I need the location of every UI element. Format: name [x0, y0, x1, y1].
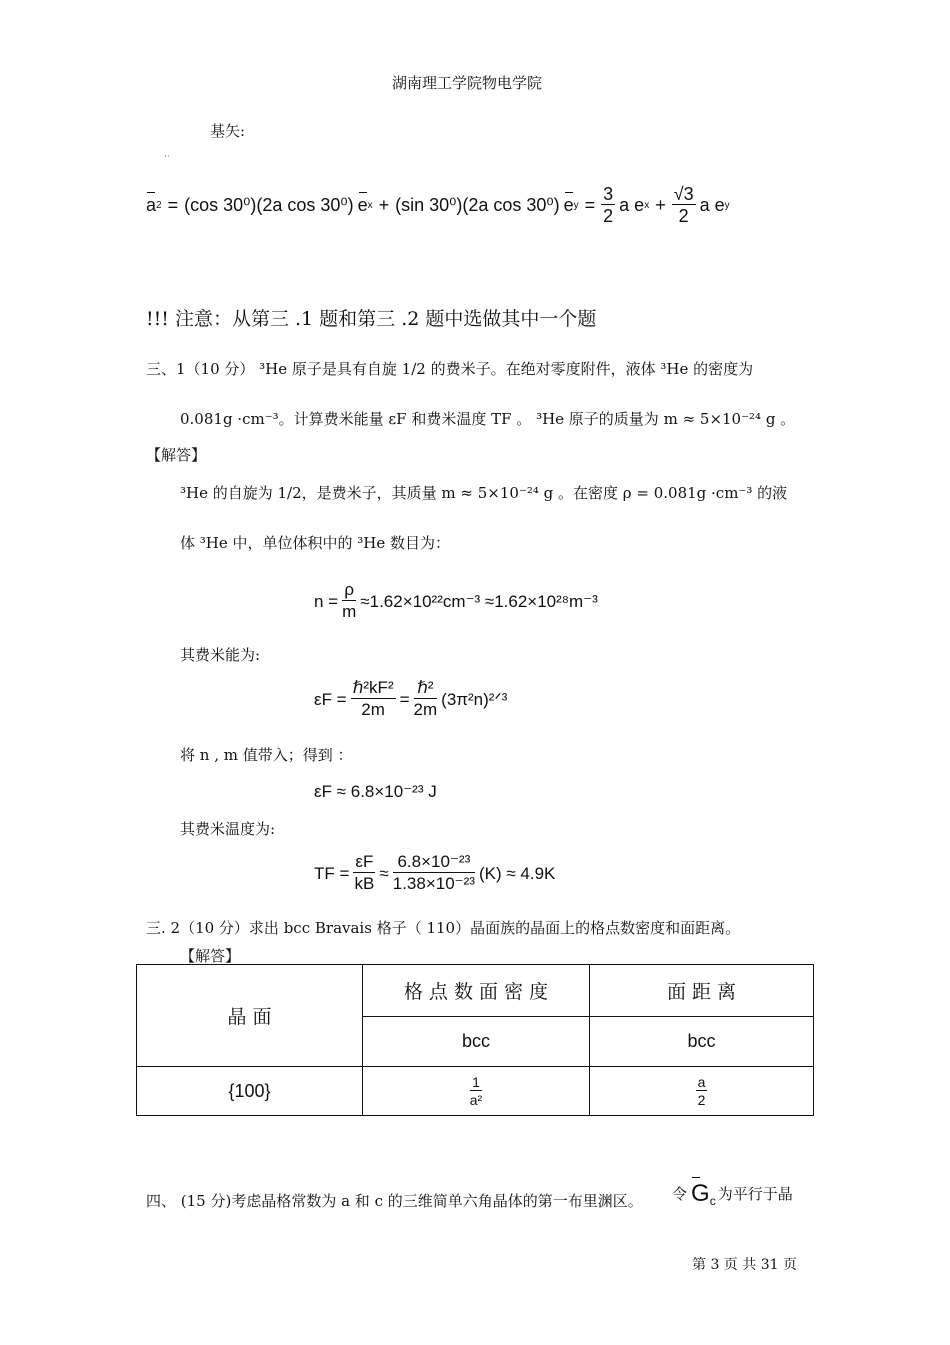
n-formula — [314, 580, 598, 623]
sin-term: (sin 30⁰)(2a cos 30⁰) — [395, 194, 560, 215]
TF-tail: (K) ≈ 4.9K — [478, 863, 556, 883]
plane-100: {100} — [137, 1067, 363, 1116]
q31-answer-label: 【解答】 — [146, 446, 207, 464]
q4-tail-post: 为平行于晶 — [717, 1185, 793, 1203]
n-lhs: n = — [314, 591, 339, 611]
rho-over-m: $\frac{\rho}{m}$ — [342, 580, 357, 621]
equals-sign-2: = — [584, 194, 596, 215]
ey-symbol: e — [563, 194, 574, 215]
coef-fraction-2: $\frac{√3}{2}$ — [673, 183, 694, 226]
eF-lhs: εF = — [314, 689, 347, 709]
fermi-energy-formula — [314, 678, 507, 721]
q31-statement-2: 0.081g ·cm⁻³。计算费米能量 εF 和费米温度 TF 。 ³He 原子的质量为 m ≈ 5×10⁻²⁴ g 。 — [180, 410, 796, 428]
equals-sign: = — [167, 194, 179, 215]
ae-y: a e — [699, 194, 725, 215]
q31-solution-2: 体 ³He 中，单位体积中的 ³He 数目为： — [180, 534, 451, 552]
q31-solution-1: ³He 的自旋为 1/2，是费米子，其质量 m ≈ 5×10⁻²⁴ g 。在密度 ρ = 0.081g ·cm⁻³ 的液 — [180, 484, 788, 502]
eF-fraction-1: $\frac{\text{ℏ²kF²}}{2m}$ — [352, 678, 394, 719]
page-header: 湖南理工学院物电学院 — [392, 74, 543, 92]
eF-tail: (3π²n)²ᐟ³ — [441, 689, 508, 709]
basis-label: 基矢: — [210, 122, 246, 140]
q4-tail — [672, 1180, 793, 1208]
TF-approx: ≈ — [379, 863, 389, 883]
ey-subscript: y — [573, 199, 579, 211]
ex-subscript-2: x — [644, 199, 650, 211]
eF-eq: = — [399, 689, 410, 709]
TF-lhs: TF = — [314, 863, 350, 883]
coef-fraction-1: $\frac{3}{2}$ — [603, 183, 614, 226]
Gc-subscript: c — [709, 1194, 716, 1208]
ex-subscript: x — [367, 199, 373, 211]
a2-symbol: a — [146, 194, 157, 215]
q31-statement-1: 三、1（10 分） ³He 原子是具有自旋 1/2 的费米子。在绝对零度附件，液体 ³He 的密度为 — [146, 360, 754, 378]
n-value: ≈1.62×10²²cm⁻³ ≈1.62×10²⁸m⁻³ — [360, 591, 598, 611]
notice: !!! 注意：从第三 .1 题和第三 .2 题中选做其中一个题 — [146, 308, 597, 330]
ae-x: a e — [619, 194, 645, 215]
plus-sign: + — [378, 194, 390, 215]
q4-statement: 四、 (15 分)考虑晶格常数为 a 和 c 的三维简单六角晶体的第一布里渊区。 — [146, 1192, 643, 1210]
basis-formula — [146, 180, 730, 230]
fermi-energy-label: 其费米能为: — [180, 646, 261, 664]
cos-term: (cos 30⁰)(2a cos 30⁰) — [184, 194, 354, 215]
eF-fraction-2: $\frac{\text{ℏ²}}{2m}$ — [413, 678, 438, 719]
substitute-label: 将 n , m 值带入；得到 ： — [180, 746, 353, 764]
q32-answer-label: 【解答】 — [180, 947, 241, 965]
stray-dots: ·· — [164, 152, 170, 162]
lattice-table — [136, 964, 814, 1116]
fermi-energy-value: εF ≈ 6.8×10⁻²³ J — [314, 782, 437, 801]
fermi-temp-formula — [314, 852, 555, 895]
q32-statement: 三. 2（10 分）求出 bcc Bravais 格子（ 110）晶面族的晶面上的格点数密度和面距离。 — [146, 919, 741, 937]
distance-value: $\frac{a}{2}$ — [590, 1067, 814, 1116]
density-bcc: bcc — [363, 1017, 590, 1067]
density-value: $\frac{1}{\text{a²}}$ — [363, 1067, 590, 1116]
ex-symbol: e — [357, 194, 368, 215]
ey-subscript-2: y — [724, 199, 730, 211]
q4-tail-pre: 令 — [672, 1185, 688, 1203]
page-footer: 第 3 页 共 31 页 — [692, 1257, 797, 1273]
a2-subscript: 2 — [156, 199, 162, 211]
col-density-header: 格 点 数 面 密 度 — [363, 965, 590, 1017]
TF-fraction-1: $\frac{\varepsilon F}{kB}$ — [354, 852, 375, 893]
plus-sign-2: + — [655, 194, 666, 215]
fermi-temp-label: 其费米温度为: — [180, 820, 276, 838]
Gc-symbol: G — [691, 1180, 710, 1207]
distance-bcc: bcc — [590, 1017, 814, 1067]
col-distance-header: 面 距 离 — [590, 965, 814, 1017]
col-plane-header: 晶 面 — [137, 965, 363, 1067]
TF-fraction-2: $\frac{\text{6.8×10⁻²³}}{\text{1.38×10⁻²³}}$ — [392, 852, 475, 893]
